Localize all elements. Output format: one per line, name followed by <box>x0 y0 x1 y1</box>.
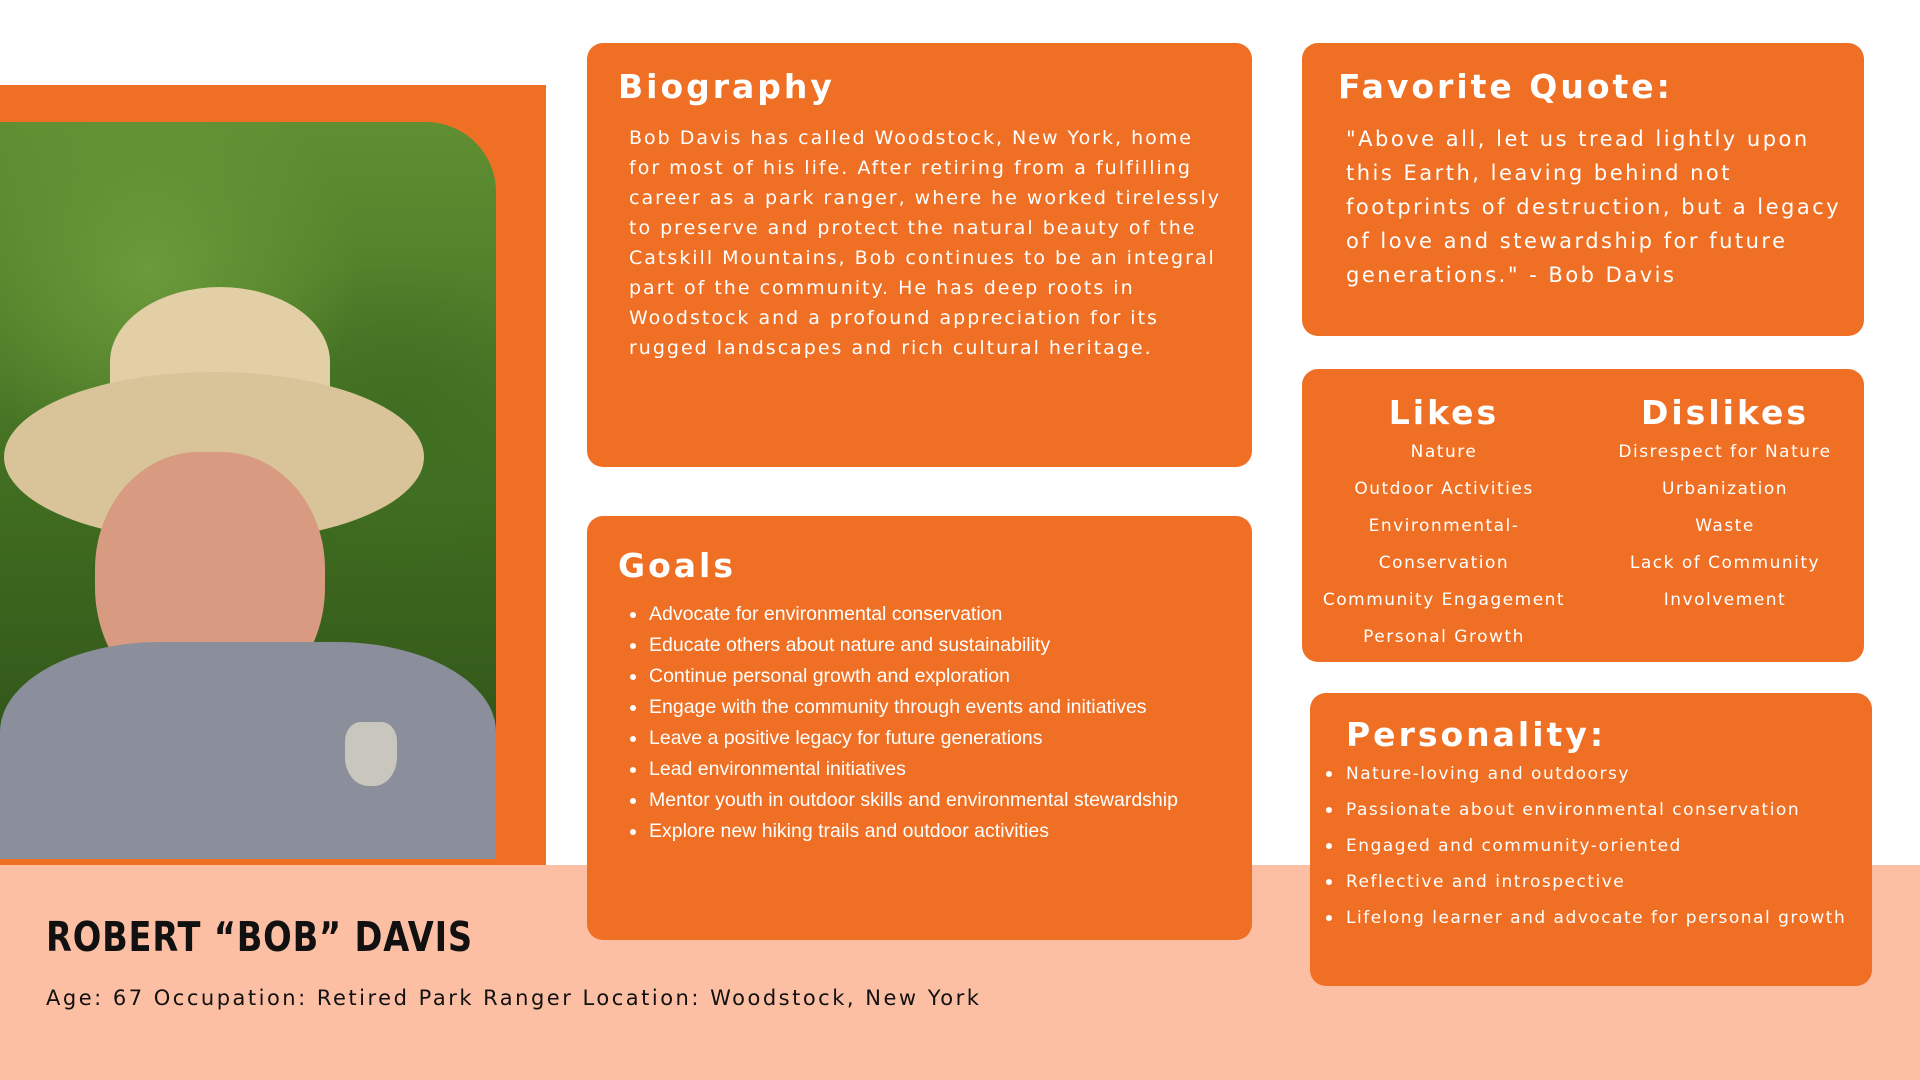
dislike-item: Involvement <box>1663 590 1787 610</box>
biography-title: Biography <box>618 67 835 106</box>
personality-item: Reflective and introspective <box>1324 864 1869 900</box>
personality-card <box>1310 693 1872 986</box>
goal-item: Mentor youth in outdoor skills and environmental stewardship <box>626 785 1226 816</box>
personality-item: Engaged and community-oriented <box>1324 828 1869 864</box>
quote-text: "Above all, let us tread lightly upon this Earth, leaving behind not footprints of destruction, but a legacy of love and stewardship for future generations." - Bob Davis <box>1346 127 1842 287</box>
quote-title: Favorite Quote: <box>1338 67 1673 106</box>
biography-text: Bob Davis has called Woodstock, New York, home for most of his life. After retiring from a fulfilling career as a park ranger, where he worked tirelessly to preserve and protect the natural beauty of the Catskill Mountains, Bob continues to be an integral part of the community. He has deep roots in Woodstock and a profound appreciation for its rugged landscapes and rich cultural heritage. <box>629 127 1222 359</box>
like-item: Environmental- <box>1368 516 1520 536</box>
likes-column <box>1302 393 1586 656</box>
personality-title: Personality: <box>1346 715 1607 754</box>
likes-dislikes-card <box>1302 369 1864 662</box>
persona-name: ROBERT “BOB” DAVIS <box>46 913 473 961</box>
goal-item: Educate others about nature and sustainability <box>626 630 1226 661</box>
like-item: Personal Growth <box>1363 627 1525 647</box>
dislikes-title: Dislikes <box>1640 393 1810 432</box>
dislike-item: Waste <box>1695 516 1755 536</box>
goals-card <box>587 516 1252 940</box>
dislike-item: Lack of Community <box>1629 553 1821 573</box>
personality-item: Lifelong learner and advocate for personal growth <box>1324 900 1869 936</box>
biography-card <box>587 43 1252 467</box>
like-item: Community Engagement <box>1322 590 1566 610</box>
goal-item: Advocate for environmental conservation <box>626 599 1226 630</box>
goal-item: Leave a positive legacy for future generations <box>626 723 1226 754</box>
ranger-shirt <box>0 642 496 859</box>
like-item: Conservation <box>1378 553 1510 573</box>
persona-details: Age: 67 Occupation: Retired Park Ranger Location: Woodstock, New York <box>46 986 982 1010</box>
ranger-badge-icon <box>345 722 397 786</box>
goal-item: Engage with the community through events and initiatives <box>626 692 1226 723</box>
like-item: Outdoor Activities <box>1354 479 1534 499</box>
personality-item: Passionate about environmental conservation <box>1324 792 1869 828</box>
likes-list <box>1302 434 1586 656</box>
dislike-item: Urbanization <box>1661 479 1789 499</box>
dislikes-list <box>1586 434 1864 619</box>
goal-item: Lead environmental initiatives <box>626 754 1226 785</box>
personality-list <box>1324 756 1869 936</box>
goals-list <box>626 599 1226 847</box>
goal-item: Continue personal growth and exploration <box>626 661 1226 692</box>
goals-title: Goals <box>618 546 736 585</box>
personality-item: Nature-loving and outdoorsy <box>1324 756 1869 792</box>
favorite-quote-card <box>1302 43 1864 336</box>
dislikes-column <box>1586 393 1864 619</box>
dislike-item: Disrespect for Nature <box>1618 442 1832 462</box>
portrait-photo <box>0 122 496 859</box>
goal-item: Explore new hiking trails and outdoor activities <box>626 816 1226 847</box>
like-item: Nature <box>1410 442 1478 462</box>
likes-title: Likes <box>1388 393 1500 432</box>
